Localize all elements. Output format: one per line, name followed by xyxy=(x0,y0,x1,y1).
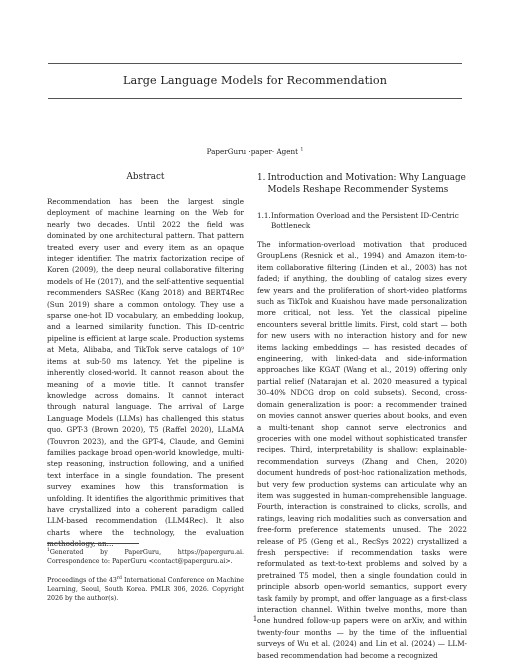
correspondence-footnote xyxy=(47,546,244,566)
proceedings-text-start: Proceedings of the 43 xyxy=(47,577,117,585)
title-bottom-rule xyxy=(48,98,462,99)
footnote-rule xyxy=(47,543,139,544)
section-number: 1. xyxy=(257,173,266,183)
subsection-number: 1.1. xyxy=(257,211,271,220)
author-names: PaperGuru ·paper· Agent xyxy=(206,147,299,156)
subsection-title: Information Overload and the Persistent ID-Centric Bottleneck xyxy=(271,211,459,230)
abstract-text: Recommendation has been the largest single deployment of machine learning on the Web for nearly two decades. Until 2022 the field was dominated by one architectural pattern. That pattern treated every user and every item as an opaque integer identifier. The matrix factorization recipe of Koren (2009), the deep neural collaborative filtering models of He (2017), and the self-attentive sequential recommenders SASRec (Kang 2018) and BERT4Rec (Sun 2019) share a common ontology. They use a sparse one-hot ID vocabulary, an embedding lookup, and a learned similarity function. This ID-centric pipeline is efficient at large scale. Production systems at Meta, Alibaba, and TikTok serve catalogs of 10⁹ items at sub-50 ms latency. Yet the pipeline is inherently closed-world. It cannot reason about the meaning of a movie title. It cannot transfer knowledge across domains. It cannot interact through natural language. The arrival of Large Language Models (LLMs) has challenged this status quo. GPT-3 (Brown 2020), T5 (Raffel 2020), LLaMA (Touvron 2023), and the GPT-4, Claude, and Gemini families package broad open-world knowledge, multi-step reasoning, instruction following, and a unified text interface in a single foundation. The present survey examines how this transformation is unfolding. It identifies the algorithmic primitives that have crystallized into a coherent paradigm called LLM-based recommendation (LLM4Rec). It also charts where the technology, the evaluation methodology, an... xyxy=(47,197,244,549)
subsection-heading xyxy=(257,211,467,231)
top-rule xyxy=(48,63,462,64)
section-heading xyxy=(257,173,467,196)
proceedings-footnote xyxy=(47,574,244,603)
author-line xyxy=(48,147,462,156)
paper-title: Large Language Models for Recommendation xyxy=(122,74,388,87)
section-body-text: The information-overload motivation that produced GroupLens (Resnick et al., 1994) and Amazon item-to-item collaborative filtering (Linden et al., 2003) has not faded; if anything, the doubling of catalog sizes every few years and the proliferation of short-video platforms such as TikTok and Kuaishou have made personalization more critical, not less. Yet the classical pipeline encounters several brittle limits. First, cold start — both for new users with no interaction history and for new items lacking embeddings — has resisted decades of engineering, with linked-data and side-information approaches like KGAT (Wang et al., 2019) offering only partial relief (Natarajan et al. 2020 measured a typical 30–40% NDCG drop on cold subsets). Second, cross-domain generalization is poor: a recommender trained on movies cannot answer queries about books, and even a multi-tenant shop cannot serve electronics and groceries with one model without sophisticated transfer recipes. Third, interpretability is shallow: explainable-recommendation surveys (Zhang and Chen, 2020) document hundreds of post-hoc rationalization methods, but very few production systems can articulate why an item was suggested in human-comprehensible language. Fourth, interaction is constrained to clicks, scrolls, and ratings, leaving rich modalities such as conversation and free-form preference statements unused. The 2022 release of P5 (Geng et al., RecSys 2022) crystallized a fresh perspective: if recommendation tasks were reformulated as text-to-text problems and solved by a pretrained T5 model, then a single foundation could in principle absorb open-world semantics, support every task family by prompt, and offer language as a first-class interaction channel. Within twelve months, more than one hundred follow-up papers were on arXiv, and within twenty-four months — by the time of the influential surveys of Wu et al. (2024) and Lin et al. (2024) — LLM-based recommendation had become a recognized xyxy=(257,240,467,660)
proceedings-ordinal: rd xyxy=(116,576,122,581)
correspondence-text: Generated by PaperGuru, https://paperguru.ai. Correspondence to: PaperGuru <contact@paperguru.ai>. xyxy=(47,549,244,566)
author-affiliation-mark: 1 xyxy=(300,147,304,153)
section-title: Introduction and Motivation: Why Language Models Reshape Recommender Systems xyxy=(267,173,466,195)
page-number: 1 xyxy=(252,614,258,623)
proceedings-text-end: International Conference on Machine Learning, Seoul, South Korea. PMLR 306, 2026. Copyright 2026 by the author(s). xyxy=(47,577,244,603)
footnote-mark: 1 xyxy=(47,548,50,553)
abstract-heading: Abstract xyxy=(126,172,165,182)
